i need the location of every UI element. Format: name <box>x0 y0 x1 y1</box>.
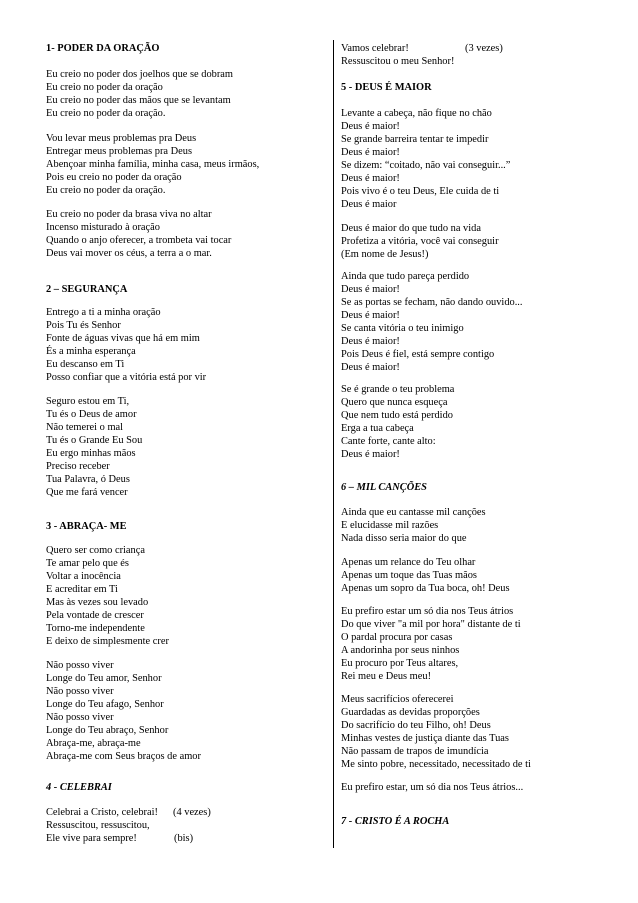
lyric-line: Eu creio no poder da oração <box>46 82 163 93</box>
lyric-line: Profetiza a vitória, você vai conseguir <box>341 236 499 247</box>
lyric-line: Eu creio no poder dos joelhos que se dobram <box>46 69 233 80</box>
lyric-line: Do sacrifício do teu Filho, oh! Deus <box>341 720 491 731</box>
song-3-title: 3 - ABRAÇA- ME <box>46 521 127 532</box>
lyric-line: Rei meu e Deus meu! <box>341 671 432 682</box>
lyric-line: Deus vai mover os céus, a terra a o mar. <box>46 248 212 259</box>
lyric-line: Deus é maior <box>341 199 397 210</box>
lyric-line: Voltar a inocência <box>46 571 121 582</box>
lyric-line: Pela vontade de crescer <box>46 610 144 621</box>
lyric-line: Quando o anjo oferecer, a trombeta vai tocar <box>46 235 232 246</box>
lyric-line: Entregar meus problemas pra Deus <box>46 146 192 157</box>
lyric-line: Não posso viver <box>46 660 114 671</box>
lyric-line: Do que viver "a mil por hora" distante de ti <box>341 619 521 630</box>
lyric-line: Quero ser como criança <box>46 545 145 556</box>
lyric-line: Nada disso seria maior do que <box>341 533 467 544</box>
lyric-line: Não posso viver <box>46 686 114 697</box>
lyric-line: Cante forte, cante alto: <box>341 436 436 447</box>
lyric-line: Tu és o Deus de amor <box>46 409 137 420</box>
lyric-line: Posso confiar que a vitória está por vir <box>46 372 207 383</box>
lyric-line: Se é grande o teu problema <box>341 384 455 395</box>
lyric-line: Eu descanso em Ti <box>46 359 125 370</box>
lyric-line: Pois vivo é o teu Deus, Ele cuida de ti <box>341 186 500 197</box>
lyric-line: Ainda que tudo pareça perdido <box>341 271 470 282</box>
lyric-line: Apenas um sopro da Tua boca, oh! Deus <box>341 583 510 594</box>
lyric-line: Celebrai a Cristo, celebrai! <box>46 807 158 818</box>
song-6-title: 6 – MIL CANÇÕES <box>341 482 427 493</box>
lyric-line: Ressuscitou, ressuscitou, <box>46 820 150 831</box>
lyric-line: Não temerei o mal <box>46 422 124 433</box>
lyric-line: Tu és o Grande Eu Sou <box>46 435 143 446</box>
lyric-line: Longe do Teu abraço, Senhor <box>46 725 169 736</box>
lyric-line: Apenas um relance do Teu olhar <box>341 557 476 568</box>
lyric-line: Apenas um toque das Tuas mãos <box>341 570 477 581</box>
song-2-title: 2 – SEGURANÇA <box>46 284 128 295</box>
lyric-line: Que me fará vencer <box>46 487 128 498</box>
lyric-line: Eu prefiro estar, um só dia nos Teus átrios... <box>341 782 524 793</box>
lyric-line: Me sinto pobre, necessitado, necessitado de ti <box>341 759 531 770</box>
lyric-line: Eu creio no poder da oração. <box>46 108 166 119</box>
lyric-line: Deus é maior do que tudo na vida <box>341 223 481 234</box>
lyric-line: Não posso viver <box>46 712 114 723</box>
lyric-line: Abençoar minha família, minha casa, meus irmãos, <box>46 159 260 170</box>
lyric-line: Minhas vestes de justiça diante das Tuas <box>341 733 509 744</box>
lyric-line: Abraça-me com Seus braços de amor <box>46 751 201 762</box>
lyric-line: Abraça-me, abraça-me <box>46 738 141 749</box>
lyric-line: Longe do Teu amor, Senhor <box>46 673 162 684</box>
lyric-line: Deus é maior! <box>341 362 400 373</box>
lyric-line: Torno-me independente <box>46 623 145 634</box>
lyric-line: Fonte de águas vivas que há em mim <box>46 333 200 344</box>
repeat-note: (bis) <box>174 833 194 844</box>
lyric-line: Entrego a ti a minha oração <box>46 307 161 318</box>
lyric-line: Que nem tudo está perdido <box>341 410 453 421</box>
lyric-line: A andorinha por seus ninhos <box>341 645 460 656</box>
lyric-line: Se as portas se fecham, não dando ouvido... <box>341 297 523 308</box>
lyric-line: Deus é maior! <box>341 449 400 460</box>
lyric-line: Erga a tua cabeça <box>341 423 414 434</box>
lyric-line: O pardal procura por casas <box>341 632 453 643</box>
lyric-line: Se dizem: “coitado, não vai conseguir...” <box>341 160 511 171</box>
lyric-line: Deus é maior! <box>341 336 400 347</box>
lyric-line: Deus é maior! <box>341 121 400 132</box>
column-divider <box>333 40 334 848</box>
repeat-note: (3 vezes) <box>465 43 503 54</box>
song-1-title: 1- PODER DA ORAÇÃO <box>46 43 160 54</box>
lyric-line: Eu creio no poder das mãos que se levantam <box>46 95 231 106</box>
lyric-line: Deus é maior! <box>341 284 400 295</box>
lyric-line: Eu creio no poder da brasa viva no altar <box>46 209 212 220</box>
lyric-line: (Em nome de Jesus!) <box>341 249 429 260</box>
lyric-line: Preciso receber <box>46 461 110 472</box>
lyric-line: Eu prefiro estar um só dia nos Teus átrios <box>341 606 514 617</box>
lyric-line: Vou levar meus problemas pra Deus <box>46 133 197 144</box>
lyric-line: Pois Tu és Senhor <box>46 320 121 331</box>
lyric-line: Quero que nunca esqueça <box>341 397 448 408</box>
lyric-line: Levante a cabeça, não fique no chão <box>341 108 492 119</box>
lyric-line: Longe do Teu afago, Senhor <box>46 699 164 710</box>
repeat-note: (4 vezes) <box>173 807 211 818</box>
lyric-line: Ressuscitou o meu Senhor! <box>341 56 455 67</box>
lyric-line: Pois eu creio no poder da oração <box>46 172 182 183</box>
lyric-line: E deixo de simplesmente crer <box>46 636 169 647</box>
lyric-line: Eu ergo minhas mãos <box>46 448 136 459</box>
song-4-title: 4 - CELEBRAI <box>46 782 112 793</box>
lyric-line: Meus sacrifícios oferecerei <box>341 694 454 705</box>
lyric-line: És a minha esperança <box>46 346 136 357</box>
lyric-line: Ainda que eu cantasse mil canções <box>341 507 486 518</box>
lyric-line: E elucidasse mil razões <box>341 520 439 531</box>
song-5-title: 5 - DEUS É MAIOR <box>341 82 432 93</box>
lyric-line: Deus é maior! <box>341 147 400 158</box>
lyric-line: Tua Palavra, ó Deus <box>46 474 130 485</box>
lyric-line: Deus é maior! <box>341 173 400 184</box>
lyric-line: Pois Deus é fiel, está sempre contigo <box>341 349 495 360</box>
song-7-title: 7 - CRISTO É A ROCHA <box>341 816 450 827</box>
lyric-line: Deus é maior! <box>341 310 400 321</box>
lyric-line: Incenso misturado à oração <box>46 222 160 233</box>
lyric-line: E acreditar em Ti <box>46 584 118 595</box>
lyric-line: Mas às vezes sou levado <box>46 597 149 608</box>
lyric-line: Te amar pelo que és <box>46 558 129 569</box>
lyric-line: Se canta vitória o teu inimigo <box>341 323 464 334</box>
lyric-line: Seguro estou em Ti, <box>46 396 130 407</box>
lyric-line: Eu creio no poder da oração. <box>46 185 166 196</box>
lyric-line: Vamos celebrar! <box>341 43 409 54</box>
lyric-line: Guardadas as devidas proporções <box>341 707 480 718</box>
lyric-line: Eu procuro por Teus altares, <box>341 658 459 669</box>
lyric-line: Ele vive para sempre! <box>46 833 137 844</box>
lyric-line: Não passam de trapos de imundícia <box>341 746 489 757</box>
lyric-line: Se grande barreira tentar te impedir <box>341 134 489 145</box>
